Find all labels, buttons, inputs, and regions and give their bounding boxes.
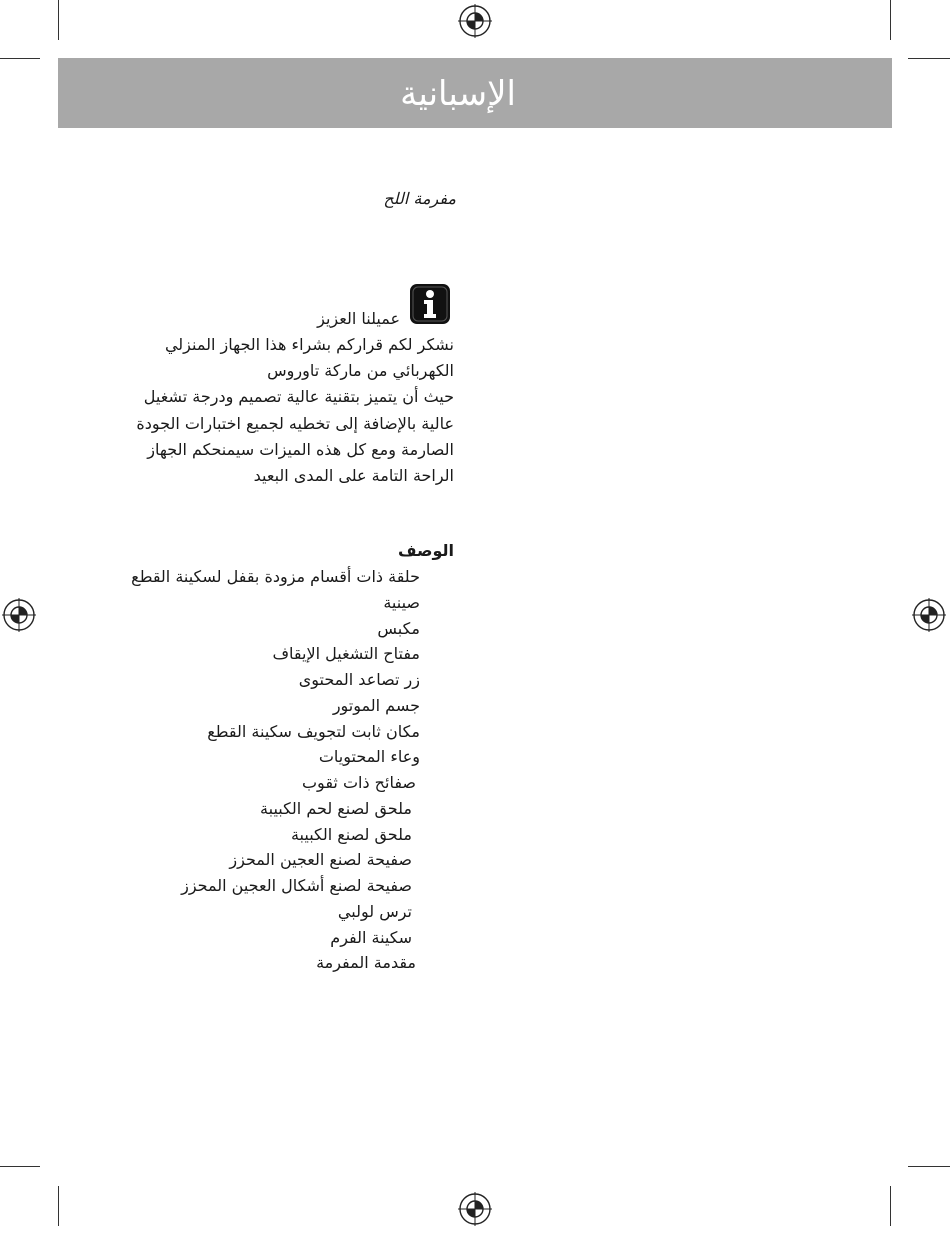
list-item: صينية [383,592,420,612]
greeting: عميلنا العزيز [317,309,400,328]
parts-list [100,564,420,976]
list-item: صفيحة لصنع أشكال العجين المحزز [181,876,412,895]
list-item: مكبس [377,618,420,638]
crop-mark-bottom-left-h [0,1166,40,1167]
product-name: مفرمة اللح [383,189,456,208]
crop-mark-bottom-right-v [890,1186,891,1226]
crop-mark-bottom-right-h [908,1166,950,1167]
list-item: صفيحة لصنع العجين المحزز [229,850,412,870]
intro-line: نشكر لكم قراركم بشراء هذا الجهاز المنزلي [164,335,454,354]
list-item: زر تصاعد المحتوى [298,670,420,689]
list-item: صفائح ذات ثقوب [301,773,416,792]
registration-mark-icon [2,598,36,632]
intro-paragraph [90,332,454,489]
list-item: ملحق لصنع لحم الكبيبة [260,798,412,818]
registration-mark-icon [912,598,946,632]
crop-mark-top-left-v [58,0,59,40]
crop-mark-top-right-h [908,58,950,59]
crop-mark-bottom-left-v [58,1186,59,1226]
crop-mark-top-left-h [0,58,40,59]
registration-mark-icon [458,1192,492,1226]
list-item: ملحق لصنع الكبيبة [290,824,412,844]
crop-mark-top-right-v [890,0,891,40]
section-heading: الوصف [397,541,454,560]
list-item: سكينة الفرم [330,927,412,947]
list-item: وعاء المحتويات [318,747,420,767]
info-icon [410,284,450,324]
list-item: مقدمة المفرمة [316,953,416,973]
list-item: مفتاح التشغيل الإيقاف [272,644,420,664]
intro-line: عالية بالإضافة إلى تخطيه لجميع اختبارات الجودة [136,413,454,433]
intro-line: الكهربائي من ماركة تاوروس [267,361,454,381]
list-item: ترس لولبي [337,901,412,921]
list-item: جسم الموتور [332,695,420,715]
intro-line: حيث أن يتميز بتقنية عالية تصميم ودرجة تشغيل [143,387,454,407]
intro-line: الصارمة ومع كل هذه الميزات سيمنحكم الجهاز [147,439,454,459]
list-item: مكان ثابت لتجويف سكينة القطع [207,721,420,741]
intro-line: الراحة التامة على المدى البعيد [253,466,454,486]
registration-mark-icon [458,4,492,38]
list-item: حلقة ذات أقسام مزودة بقفل لسكينة القطع [131,567,420,586]
page-title: الإسبانية [400,74,516,114]
language-banner [58,58,892,128]
